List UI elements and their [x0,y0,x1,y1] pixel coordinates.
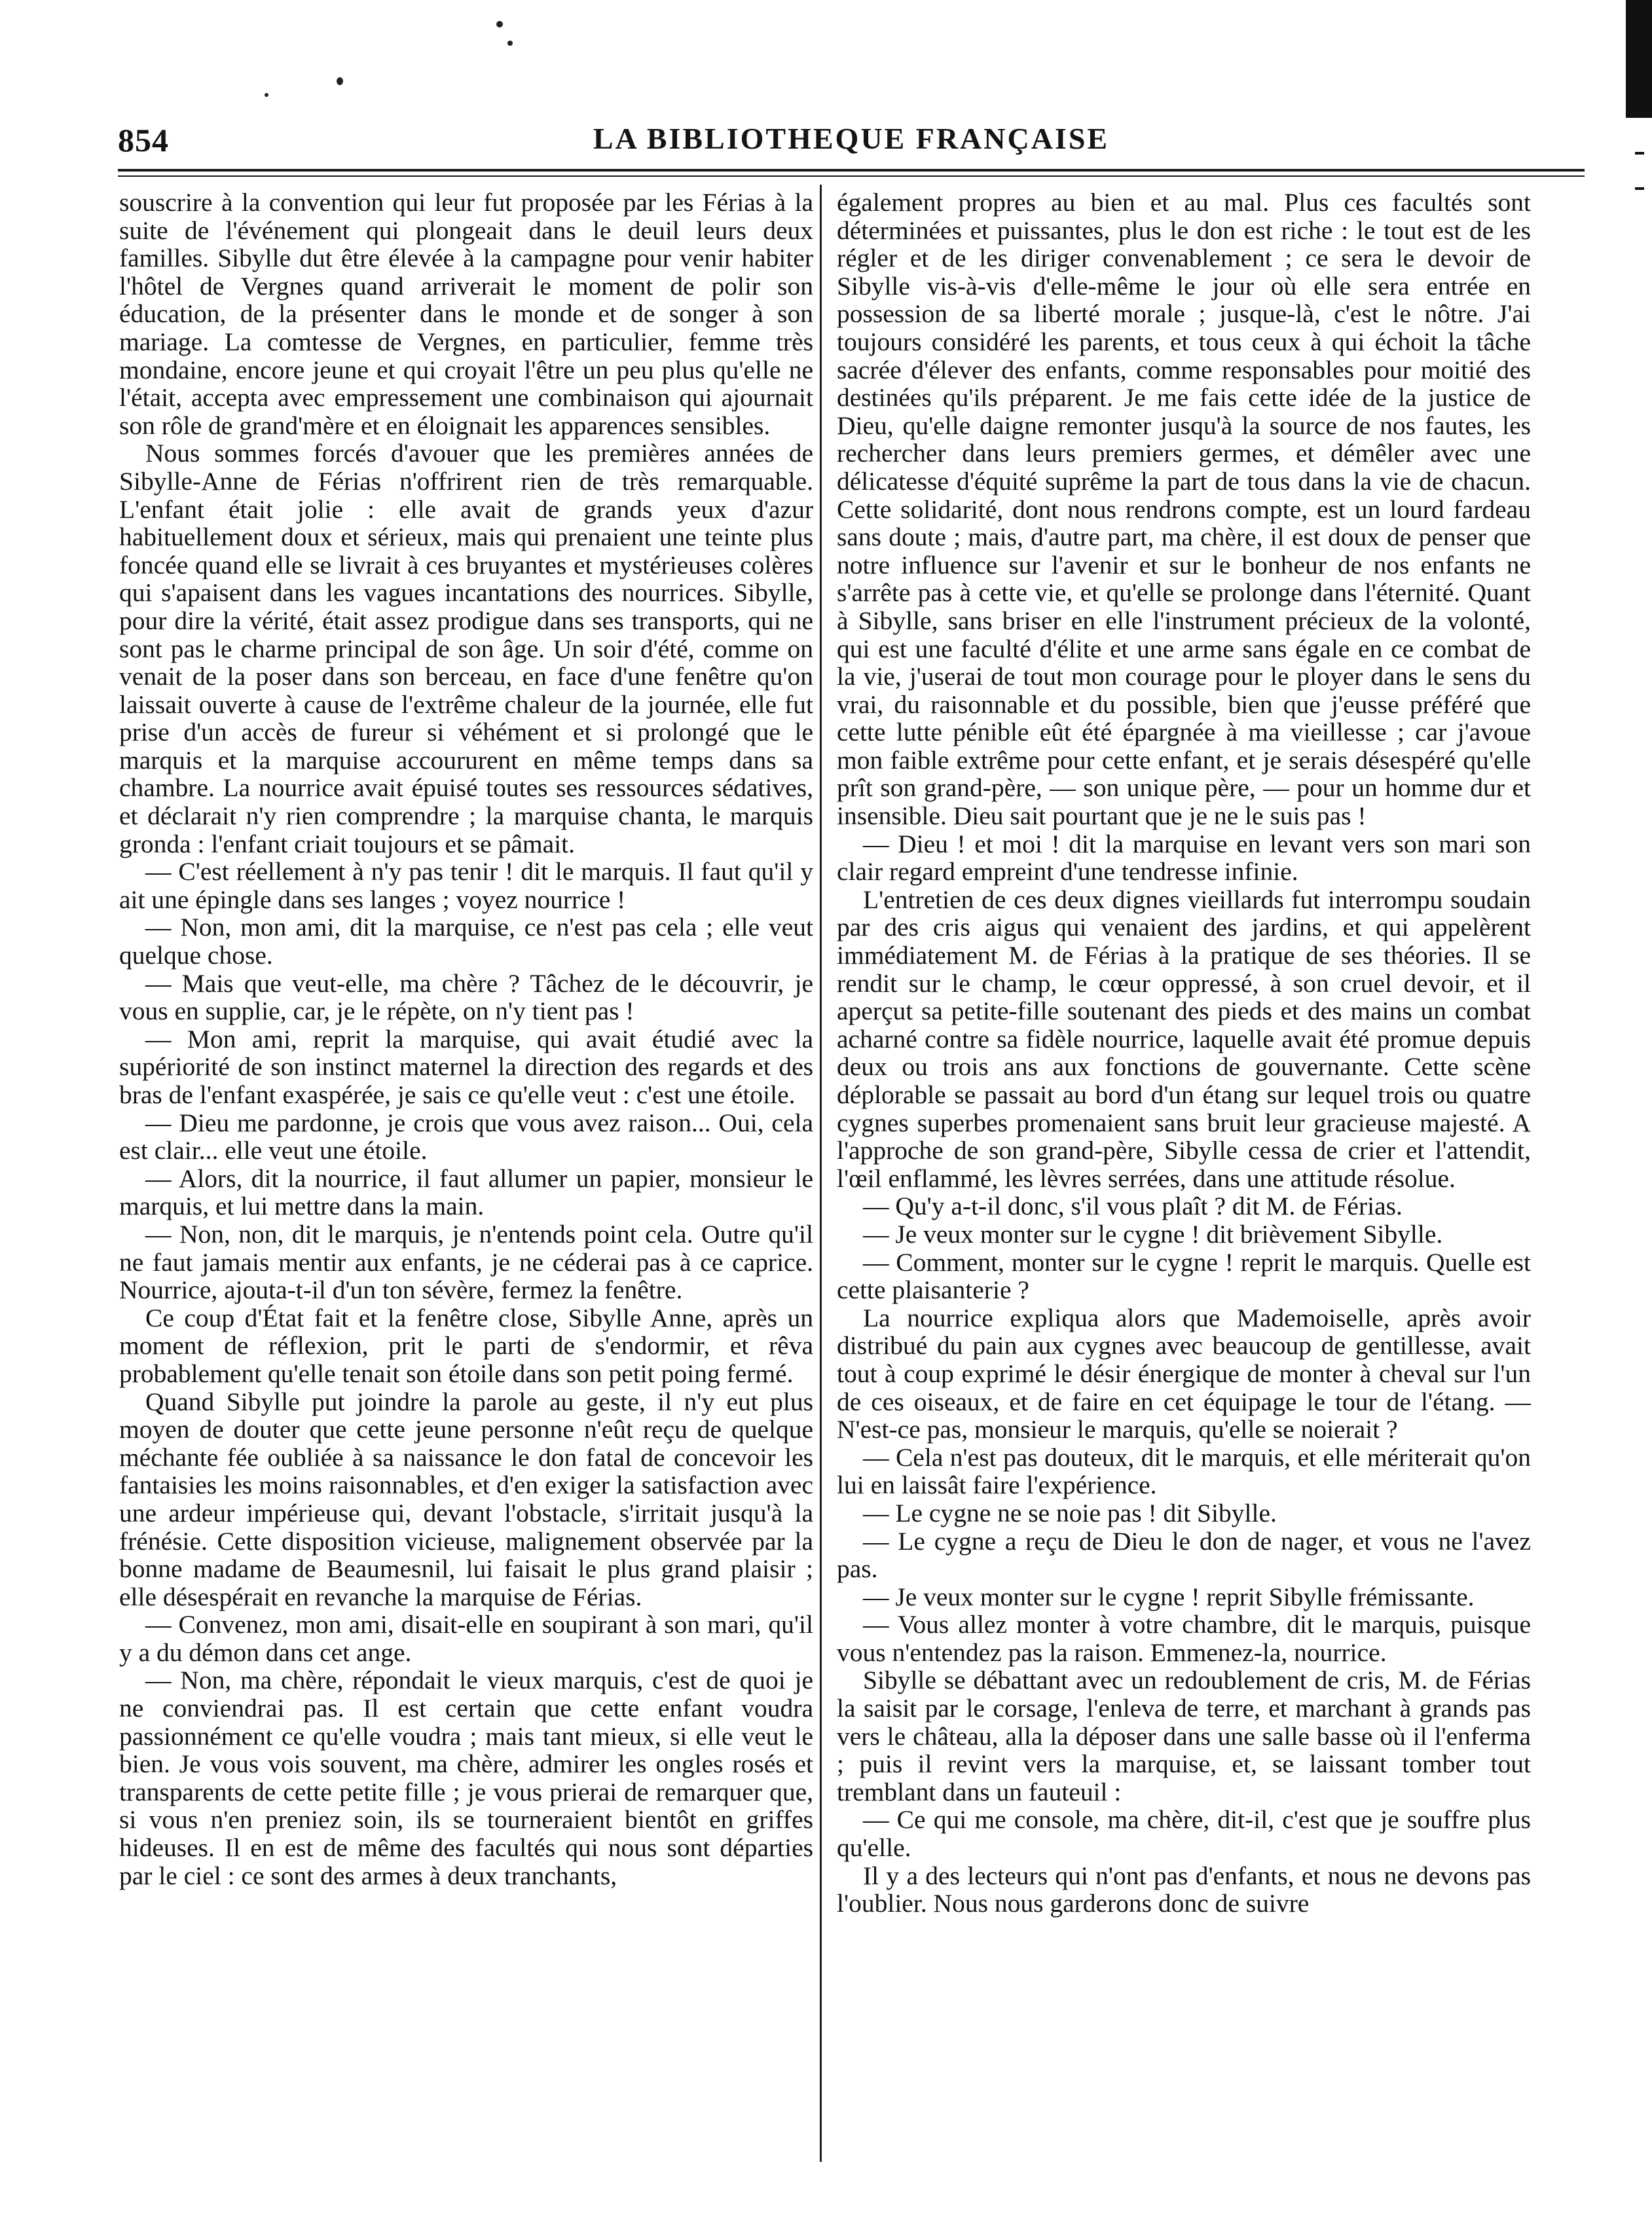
page-number: 854 [118,122,169,158]
paragraph: — C'est réellement à n'y pas tenir ! dit le marquis. Il faut qu'il y ait une épingle dans ses langes ; voyez nourrice ! [119,857,813,914]
paragraph: — Je veux monter sur le cygne ! dit brièvement Sibylle. [863,1219,1443,1249]
paragraph: — Comment, monter sur le cygne ! reprit le marquis. Quelle est cette plaisanterie ? [837,1247,1531,1305]
paragraph: — Je veux monter sur le cygne ! reprit Sibylle frémissante. [863,1582,1475,1611]
header-rule-thin [118,175,1585,177]
paragraph: — Le cygne a reçu de Dieu le don de nager, et vous ne l'avez pas. [837,1526,1531,1584]
paragraph: — Mais que veut-elle, ma chère ? Tâchez de le découvrir, je vous en supplie, car, je le répète, on n'y tient pas ! [119,968,813,1026]
paragraph: également propres au bien et au mal. Plus ces facultés sont déterminées et puissantes, plus le don est riche : le tout est de les régler et de les diriger convenablement ; ce sera le devoir de Sibylle vis-à-vis d'elle-même le jour où elle sera entrée en possession de sa liberté morale ; jusque-là, c'est le nôtre. J'ai toujours considéré les parents, et tous ceux à qui échoit la tâche sacrée d'élever des enfants, comme responsables pour moitié des destinées qu'ils préparent. Je me fais cette idée de la justice de Dieu, qu'elle daigne remonter jusqu'à la source de nos fautes, les rechercher dans leurs premiers germes, et démêler avec une délicatesse d'équité suprême la part de tous dans la vie de chacun. Cette solidarité, dont nous rendrons compte, est un lourd fardeau sans doute ; mais, d'autre part, ma chère, il est doux de penser que notre influence sur l'avenir et sur le bonheur de nos enfants ne s'arrête pas à cette vie, et qu'elle se prolonge dans l'éternité. Quant à Sibylle, sans briser en elle l'instrument précieux de la volonté, qui est une faculté d'élite et une arme sans égale en ce combat de la vie, j'userai de tout mon courage pour le ployer dans le sens du vrai, du raisonnable et du possible, bien que j'eusse préféré que cette lutte pénible eût été épargnée à ma vieillesse ; car j'avoue mon faible extrême pour cette enfant, et je serais désespéré qu'elle prît son grand-père, — son unique père, — pour un homme dur et insensible. Dieu sait pourtant que je ne le suis pas ! [837,189,1531,831]
scan-speck [496,21,503,27]
scan-speck [265,93,268,97]
paragraph: — Convenez, mon ami, disait-elle en soupirant à son mari, qu'il y a du démon dans cet ange. [119,1610,813,1667]
paragraph: — Vous allez monter à votre chambre, dit le marquis, puisque vous n'entendez pas la raison. Emmenez-la, nourrice. [837,1610,1531,1667]
paragraph: Sibylle se débattant avec un redoublement de cris, M. de Férias la saisit par le corsage, l'enleva de terre, et marchant à grands pas vers le château, alla la déposer dans une salle basse où il l'enferma ; puis il revint vers la marquise, et, se laissant tomber tout tremblant dans un fauteuil : [837,1666,1531,1806]
paragraph: — Qu'y a-t-il donc, s'il vous plaît ? dit M. de Férias. [863,1192,1403,1221]
paragraph: La nourrice expliqua alors que Mademoiselle, après avoir distribué du pain aux cygnes avec beaucoup de gentillesse, avait tout à coup exprimé le désir énergique de monter à cheval sur l'un de ces oiseaux, et de faire en cet équipage le tour de l'étang. — N'est-ce pas, monsieur le marquis, qu'elle se noierait ? [837,1303,1531,1444]
paragraph: Il y a des lecteurs qui n'ont pas d'enfants, et nous ne devons pas l'oublier. Nous nous garderons donc de suivre [837,1861,1531,1918]
paragraph: — Alors, dit la nourrice, il faut allumer un papier, monsieur le marquis, et lui mettre dans la main. [119,1163,813,1221]
paragraph: — Non, mon ami, dit la marquise, ce n'est pas cela ; elle veut quelque chose. [119,913,813,970]
paragraph: Ce coup d'État fait et la fenêtre close, Sibylle Anne, après un moment de réflexion, prit le parti de s'endormir, et rêva probablement qu'elle tenait son étoile dans son petit poing fermé. [119,1303,813,1388]
paragraph: L'entretien de ces deux dignes vieillards fut interrompu soudain par des cris aigus qui venaient des jardins, et qui appelèrent immédiatement M. de Férias à la pratique de ses théories. Il se rendit sur le champ, le cœur oppressé, à son cruel devoir, et il aperçut sa petite-fille soutenant des pieds et des mains un combat acharné contre sa fidèle nourrice, laquelle avait été promue depuis deux ou trois ans aux fonctions de gouvernante. Cette scène déplorable se passait au bord d'un étang sur lequel trois ou quatre cygnes superbes promenaient sans bruit leur gracieuse majesté. A l'approche de son grand-père, Sibylle cessa de crier et l'attendit, l'œil enflammé, les lèvres serrées, dans une attitude résolue. [837,885,1531,1193]
paragraph: — Non, non, dit le marquis, je n'entends point cela. Outre qu'il ne faut jamais mentir aux enfants, je ne céderai pas à ce caprice. Nourrice, ajouta-t-il d'un ton sévère, fermez la fenêtre. [119,1219,813,1305]
header-rule [118,169,1585,172]
paragraph: — Ce qui me console, ma chère, dit-il, c'est que je souffre plus qu'elle. [837,1805,1531,1863]
column-divider [820,185,822,2162]
paragraph: — Mon ami, reprit la marquise, qui avait étudié avec la supériorité de son instinct maternel la direction des regards et des bras de l'enfant exaspérée, je sais ce qu'elle veut : c'est une étoile. [119,1024,813,1109]
paragraph: souscrire à la convention qui leur fut proposée par les Férias à la suite de l'événement qui plongeait dans le deuil leurs deux familles. Sibylle dut être élevée à la campagne pour venir habiter l'hôtel de Vergnes quand arriverait le moment de polir son éducation, de la présenter dans le monde et de songer à son mariage. La comtesse de Vergnes, en particulier, femme très mondaine, encore jeune et qui croyait l'être un peu plus qu'elle ne l'était, accepta avec empressement une combinaison qui ajournait son rôle de grand'mère et en éloignait les apparences sensibles. [119,189,813,440]
paragraph: — Dieu ! et moi ! dit la marquise en levant vers son mari son clair regard empreint d'une tendresse infinie. [837,829,1531,886]
paragraph: Quand Sibylle put joindre la parole au geste, il n'y eut plus moyen de douter que cette jeune personne n'eût reçu de quelque méchante fée oubliée à sa naissance le don fatal de concevoir les fantaisies les moins raisonnables, et d'en exiger la satisfaction avec une ardeur impérieuse qui, devant l'obstacle, s'irritait jusqu'à la frénésie. Cette disposition vicieuse, malignement observée par la bonne madame de Beaumesnil, lui faisait le plus grand plaisir ; elle désespérait en revanche la marquise de Férias. [119,1387,813,1611]
running-title: LA BIBLIOTHEQUE FRANÇAISE [593,122,1110,155]
right-column [837,189,1531,2179]
paragraph: Nous sommes forcés d'avouer que les premières années de Sibylle-Anne de Férias n'offrirent rien de très remarquable. L'enfant était jolie : elle avait de grands yeux d'azur habituellement doux et sérieux, mais qui prenaient une teinte plus foncée quand elle se livrait à ces bruyantes et mystérieuses colères qui s'apaisent dans les vagues incantations des nourrices. Sibylle, pour dire la vérité, était assez prodigue dans ses transports, qui ne sont pas le charme principal de son âge. Un soir d'été, comme on venait de la poser dans son berceau, en face d'une fenêtre qu'on laissait ouverte à cause de l'extrême chaleur de la journée, elle fut prise d'un accès de fureur si véhément et si prolongé que le marquis et la marquise accoururent en même temps dans sa chambre. La nourrice avait épuisé toutes ses ressources sédatives, et déclarait n'y rien comprendre ; la marquise chanta, le marquis gronda : l'enfant criait toujours et se pâmait. [119,439,813,858]
page-header [118,121,1585,167]
left-column [119,189,813,2179]
paragraph: — Non, ma chère, répondait le vieux marquis, c'est de quoi je ne conviendrai pas. Il est certain que cette enfant voudra passionnément ce qu'elle voudra ; mais tant mieux, si elle veut le bien. Je vous vois souvent, ma chère, admirer les ongles rosés et transparents de cette petite fille ; je vous prierai de remarquer que, si vous n'en preniez soin, ils se tourneraient bientôt en griffes hideuses. Il en est de même des facultés qui nous sont départies par le ciel : ce sont des armes à deux tranchants, [119,1666,813,1890]
paragraph: — Cela n'est pas douteux, dit le marquis, et elle mériterait qu'on lui en laissât faire l'expérience. [837,1442,1531,1500]
scan-speck [507,41,513,46]
scan-speck [337,77,343,85]
paragraph: — Dieu me pardonne, je crois que vous avez raison... Oui, cela est clair... elle veut une étoile. [119,1108,813,1165]
paragraph: — Le cygne ne se noie pas ! dit Sibylle. [863,1498,1277,1527]
